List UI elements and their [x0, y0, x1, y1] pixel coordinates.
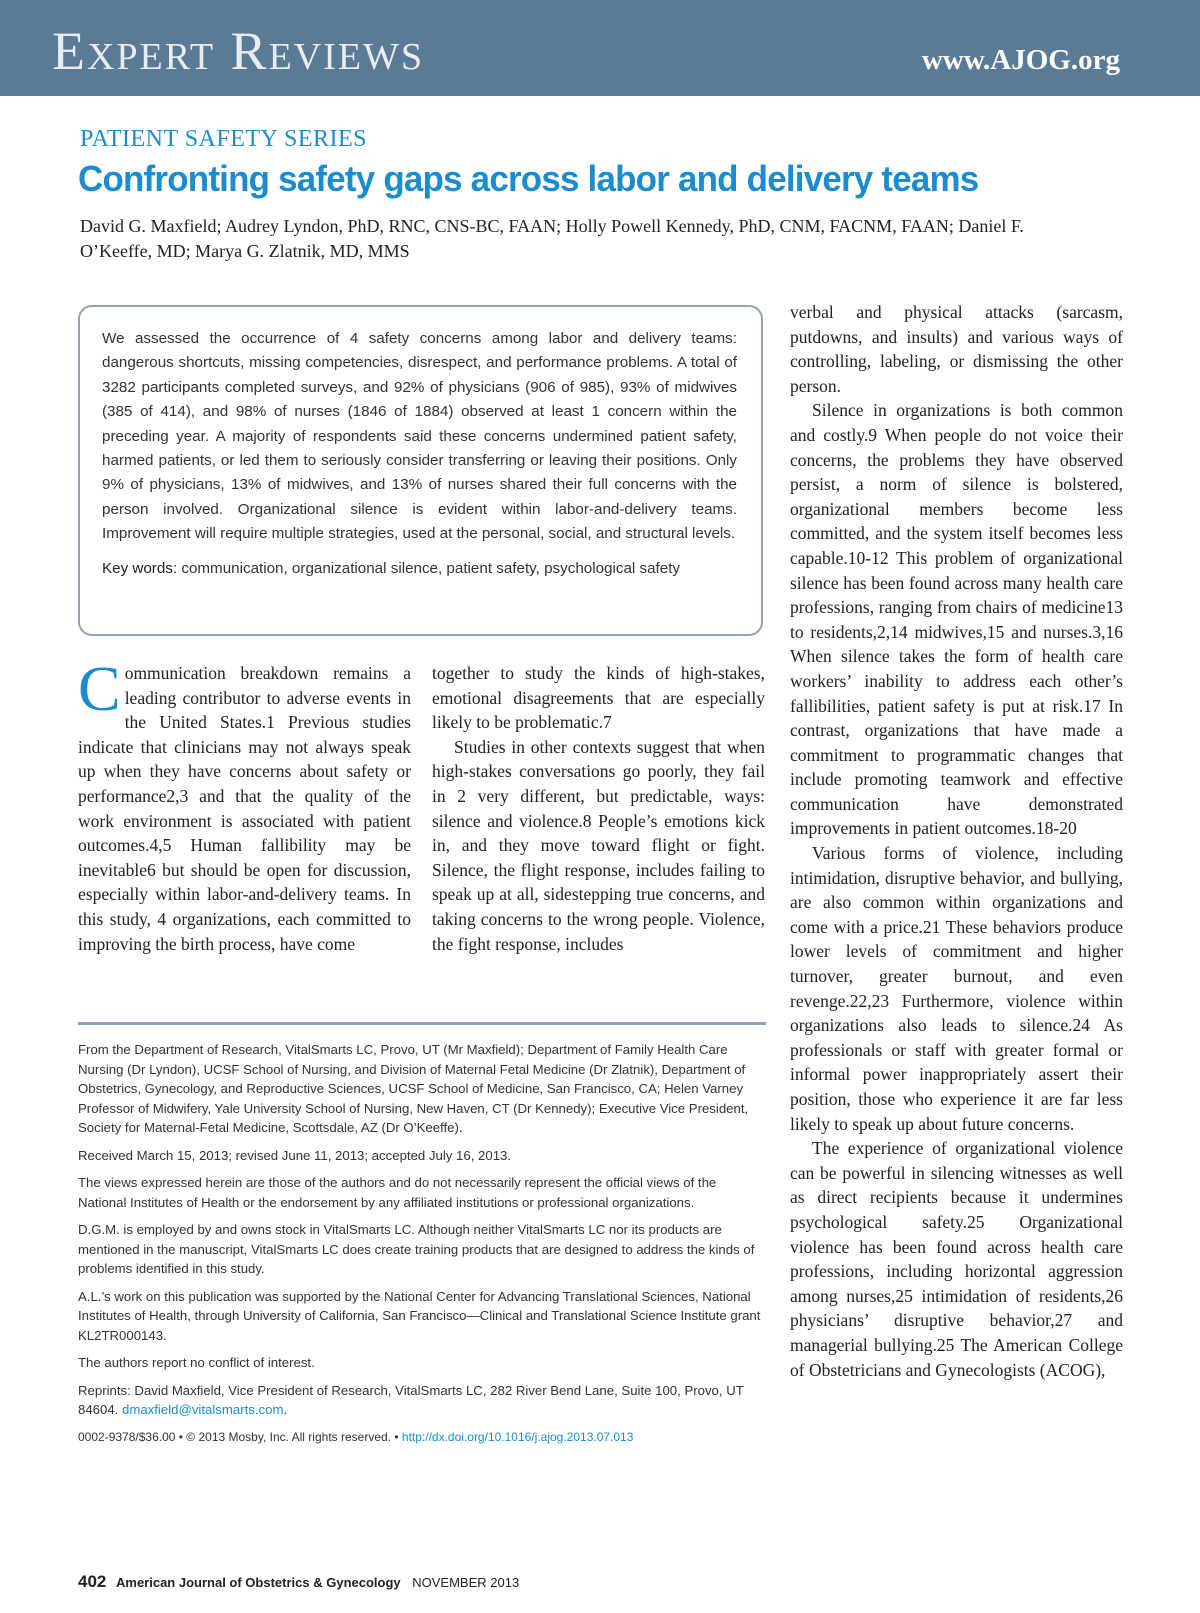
- footnote-divider: [78, 1022, 766, 1025]
- footnotes: [78, 1040, 766, 1455]
- body-paragraph: together to study the kinds of high-stakes, emotional disagreements that are especially likely to be problematic.7: [432, 663, 765, 733]
- doi-link[interactable]: http://dx.doi.org/10.1016/j.ajog.2013.07.013: [401, 1429, 634, 1444]
- page-number: 402: [78, 1572, 107, 1591]
- reprints-text: Reprints: David Maxfield, Vice President of Research, VitalSmarts LC, 282 River Bend Lane, Suite 100, Provo, UT 84604.: [78, 1382, 744, 1417]
- keywords-label: Key words:: [102, 559, 178, 577]
- keywords: [102, 557, 737, 581]
- conflict-note: The authors report no conflict of interest.: [78, 1355, 315, 1370]
- series-label: PATIENT SAFETY SERIES: [80, 126, 367, 152]
- author-list: David G. Maxfield; Audrey Lyndon, PhD, RNC, CNS-BC, FAAN; Holly Powell Kennedy, PhD, CNM, FACNM, FAAN; Daniel F. O’Keeffe, MD; Marya G. Zlatnik, MD, MMS: [80, 216, 1024, 261]
- section-title: Expert Reviews: [52, 21, 425, 81]
- email-link[interactable]: dmaxfield@vitalsmarts.com: [122, 1402, 284, 1417]
- copyright-note: [78, 1428, 766, 1448]
- abstract-box: [78, 305, 763, 636]
- disclosure-note: D.G.M. is employed by and owns stock in VitalSmarts LC. Although neither VitalSmarts LC nor its products are mentioned in the manuscript, VitalSmarts LC does create training products that are designed to address the kinds of problems identified in this study.: [78, 1222, 755, 1276]
- abstract-text: We assessed the occurrence of 4 safety concerns among labor and delivery teams: dangerous shortcuts, missing competencies, disrespect, and performance problems. A total of 3282 participants completed surveys, and 92% of physicians (906 of 985), 93% of midwives (385 of 414), and 98% of nurses (1846 of 1884) observed at least 1 concern within the preceding year. A majority of respondents said these concerns undermined patient safety, harmed patients, or led them to seriously consider transferring or leaving their positions. Only 9% of physicians, 13% of midwives, and 13% of nurses shared their full concerns with the person involved. Organizational silence is evident within labor-and-delivery teams. Improvement will require multiple strategies, used at the personal, social, and structural levels.: [102, 330, 737, 543]
- page-footer: [78, 1572, 519, 1592]
- header-banner: [0, 0, 1200, 96]
- paragraph-text: ommunication breakdown remains a leading contributor to adverse events in the United States.1 Previous studies indicate that clinicians may not always speak up when they have concerns about safety or performance2,3 and that the quality of the work environment is associated with patient outcomes.4,5 Human fallibility may be inevitable6 but should be open for discussion, especially within labor-and-delivery teams. In this study, 4 organizations, each committed to improving the birth process, have come: [78, 663, 411, 954]
- issue-date: NOVEMBER 2013: [412, 1575, 520, 1590]
- copyright-text: 0002-9378/$36.00 • © 2013 Mosby, Inc. All rights reserved. •: [78, 1429, 399, 1444]
- funding-note: A.L.’s work on this publication was supported by the National Center for Advancing Translational Sciences, National Institutes of Health, through University of California, San Francisco—Clinical and Translational Science Institute grant KL2TR000143.: [78, 1288, 761, 1343]
- body-column-3: [790, 300, 1123, 1382]
- views-note: The views expressed herein are those of the authors and do not necessarily represent the official views of the National Institutes of Health or the endorsement by any affiliated institutions or professional organizations.: [78, 1175, 717, 1210]
- received-note: Received March 15, 2013; revised June 11, 2013; accepted July 16, 2013.: [78, 1147, 512, 1163]
- article-title: Confronting safety gaps across labor and delivery teams: [78, 158, 979, 199]
- keywords-list: communication, organizational silence, patient safety, psychological safety: [181, 559, 681, 577]
- body-paragraph: Studies in other contexts suggest that when high-stakes conversations go poorly, they fail in 2 very different, but predictable, ways: silence and violence.8 People’s emotions kick in, and they move toward flight or fight. Silence, the flight response, includes failing to speak up at all, sidestepping true concerns, and taking concerns to the wrong people. Violence, the fight response, includes: [432, 736, 765, 954]
- body-paragraph: [78, 653, 411, 956]
- journal-name: American Journal of Obstetrics & Gynecology: [116, 1575, 401, 1590]
- body-paragraph: verbal and physical attacks (sarcasm, putdowns, and insults) and various ways of controlling, labeling, or dismissing the other person.: [790, 302, 1123, 396]
- affiliations-note: From the Department of Research, VitalSmarts LC, Provo, UT (Mr Maxfield); Department of Family Health Care Nursing (Dr Lyndon), UCSF School of Nursing, and Division of Maternal Fetal Medicine (Dr Zlatnik), Department of Obstetrics, Gynecology, and Reproductive Sciences, UCSF School of Medicine, San Francisco, CA; Helen Varney Professor of Midwifery, Yale University School of Nursing, New Haven, CT (Dr Kennedy); Executive Vice President, Society for Maternal-Fetal Medicine, Scottsdale, AZ (Dr O’Keeffe).: [78, 1042, 749, 1135]
- journal-url[interactable]: www.AJOG.org: [921, 44, 1120, 76]
- body-paragraph: The experience of organizational violence can be powerful in silencing witnesses as well as direct recipients because it undermines psychological safety.25 Organizational violence has been found across health care professions, including horizontal aggression among nurses,25 intimidation of residents,26 physicians’ disruptive behavior,27 and managerial bullying.25 The American College of Obstetricians and Gynecologists (ACOG),: [790, 1138, 1123, 1380]
- body-paragraph: Silence in organizations is both common and costly.9 When people do not voice their concerns, the problems they have observed persist, a norm of silence is bolstered, organizational members become less committed, and the system itself becomes less capable.10-12 This problem of organizational silence has been found across many health care professions, ranging from chairs of medicine13 to residents,2,14 midwives,15 and nurses.3,16 When silence takes the form of health care workers’ inability to address each other’s fallibilities, patient safety is put at risk.17 In contrast, organizations that have made a commitment to programmatic changes that include promoting teamwork and effective communication have demonstrated improvements in patient outcomes.18-20: [790, 400, 1123, 839]
- body-paragraph: Various forms of violence, including intimidation, disruptive behavior, and bullying, are also common within organizations and come with a price.21 These behaviors produce lower levels of commitment and higher turnover, greater burnout, and even revenge.22,23 Furthermore, violence within organizations also leads to silence.24 As professionals or staff with greater formal or informal power inappropriately assert their position, those who experience it are far less likely to speak up about future concerns.: [790, 843, 1123, 1134]
- body-column-2: [432, 661, 765, 956]
- drop-cap: C: [78, 653, 121, 724]
- reprints-note: Reprints: David Maxfield, Vice President of Research, VitalSmarts LC, 282 River Bend Lane, Suite 100, Provo, UT 84604. dmaxfield@vitalsmarts.com.: [78, 1382, 744, 1417]
- body-column-1: [78, 653, 411, 956]
